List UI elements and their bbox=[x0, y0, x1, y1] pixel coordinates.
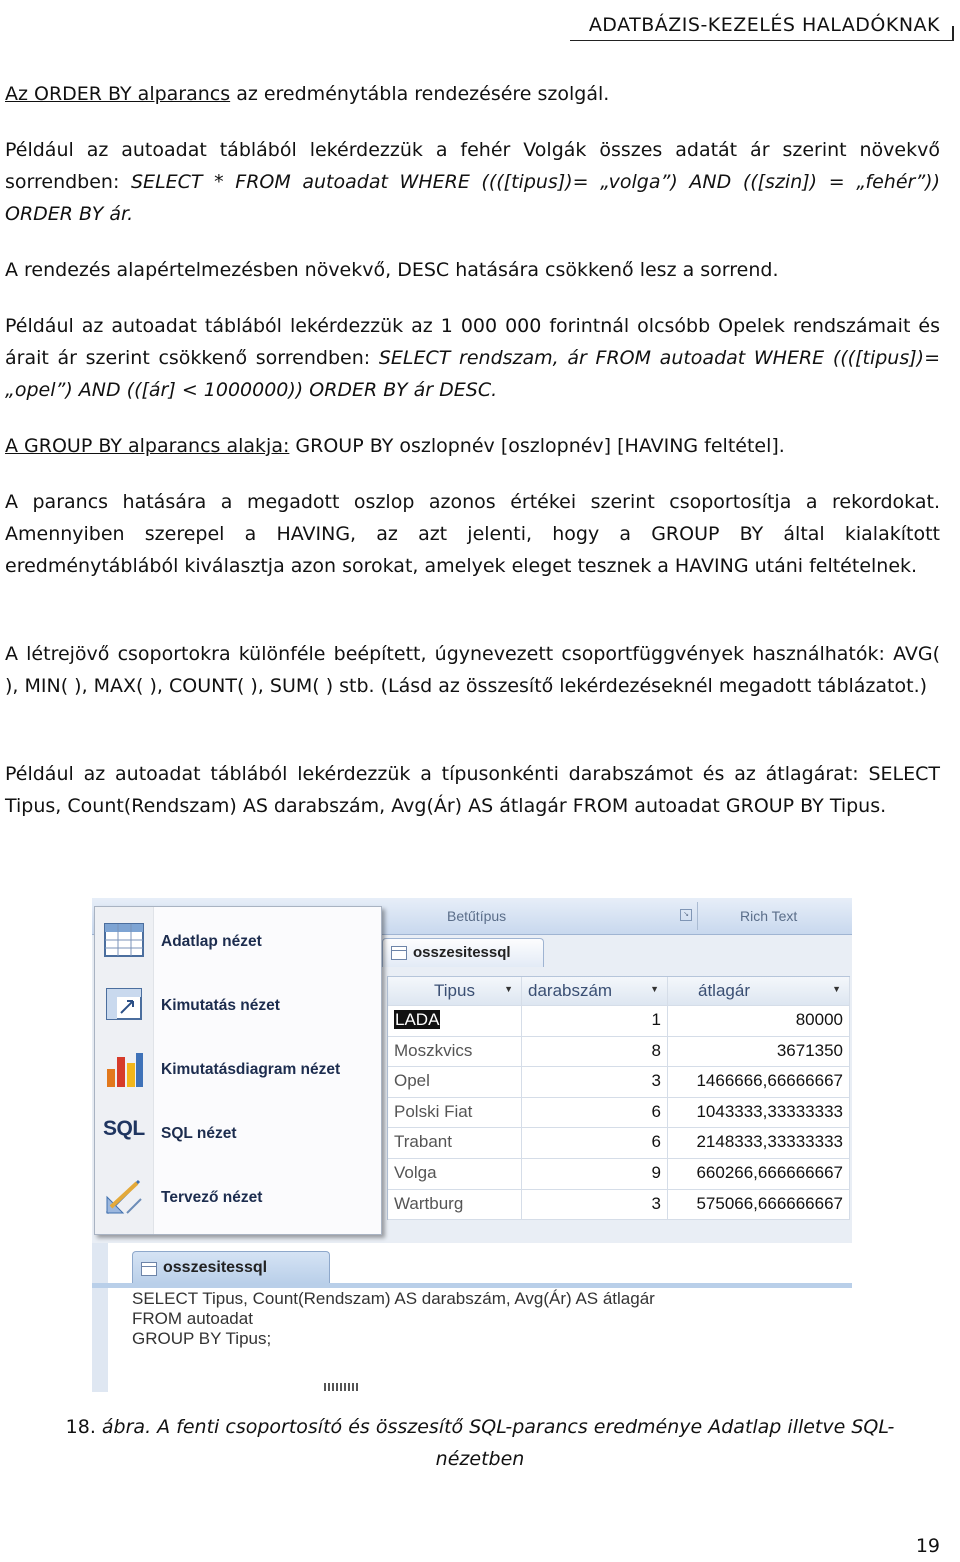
cell-atlagar[interactable]: 80000 bbox=[668, 1006, 850, 1036]
paragraph-example-2 bbox=[5, 310, 940, 406]
table-row[interactable] bbox=[388, 1006, 850, 1037]
dropdown-arrow-icon[interactable]: ▼ bbox=[832, 984, 841, 994]
cell-darabszam[interactable]: 6 bbox=[522, 1128, 668, 1158]
cell-atlagar[interactable]: 2148333,33333333 bbox=[668, 1128, 850, 1158]
datasheet-icon bbox=[103, 921, 145, 961]
table-row[interactable] bbox=[388, 1128, 850, 1159]
cell-atlagar[interactable]: 575066,666666667 bbox=[668, 1190, 850, 1220]
dropdown-arrow-icon[interactable]: ▼ bbox=[650, 984, 659, 994]
cell-tipus[interactable]: Trabant bbox=[388, 1128, 522, 1158]
sql-query-tab[interactable] bbox=[132, 1251, 330, 1284]
menu-item-pivot-chart-view[interactable] bbox=[95, 1039, 381, 1097]
cell-tipus[interactable]: Volga bbox=[388, 1159, 522, 1189]
menu-item-pivot-table-view[interactable] bbox=[95, 975, 381, 1033]
example-3-text: Például az autoadat táblából lekérdezzük a típusonkénti darabszámot és az átlagárat: SELECT Tipus, Count(Rendszam) AS darabszám, Avg(Ár) AS átlagár FROM autoadat GROUP BY Tipus. bbox=[5, 763, 940, 817]
sql-line: FROM autoadat bbox=[132, 1309, 253, 1328]
query-icon bbox=[391, 946, 407, 960]
table-row[interactable] bbox=[388, 1067, 850, 1098]
menu-item-label: Kimutatás nézet bbox=[161, 997, 280, 1014]
example-1-sql: SELECT * FROM autoadat WHERE ((([tipus])= „volga”) AND (([szin]) = „fehér”)) ORDER BY ár. bbox=[5, 171, 940, 225]
caption-number: 18. bbox=[65, 1416, 102, 1438]
cell-darabszam[interactable]: 8 bbox=[522, 1037, 668, 1067]
order-by-text: az eredménytábla rendezésére szolgál. bbox=[230, 83, 610, 105]
order-by-link-text: Az ORDER BY alparancs bbox=[5, 83, 231, 105]
caption-text: ábra. A fenti csoportosító és összesítő SQL-parancs eredménye Adatlap illetve SQL- bbox=[101, 1416, 895, 1438]
ribbon-separator bbox=[697, 902, 698, 930]
ribbon-rich-text: Rich Text bbox=[740, 908, 798, 924]
group-by-link-text: A GROUP BY alparancs alakja: bbox=[5, 435, 290, 457]
figure-screenshot bbox=[92, 898, 852, 1392]
example-2-text: Például az autoadat táblából lekérdezzük az 1 000 000 forintnál olcsóbb Opelek rendszámait és árait ár szerint csökkenő sorrendben: bbox=[5, 315, 940, 369]
aggregate-text: A létrejövő csoportokra különféle beépített, úgynevezett csoportfüggvények használhatók: AVG( ), MIN( ), MAX( ), COUNT( ), SUM( ) stb. (Lásd az összesítő lekérdezéseknél megadott táblázatot.) bbox=[5, 643, 940, 697]
table-row[interactable] bbox=[388, 1159, 850, 1190]
menu-item-design-view[interactable] bbox=[95, 1167, 381, 1225]
cell-tipus[interactable]: LADA bbox=[388, 1006, 522, 1036]
paragraph-group-by bbox=[5, 430, 940, 462]
cell-darabszam[interactable]: 6 bbox=[522, 1098, 668, 1128]
cell-darabszam[interactable]: 9 bbox=[522, 1159, 668, 1189]
table-row[interactable] bbox=[388, 1190, 850, 1221]
cell-darabszam[interactable]: 3 bbox=[522, 1067, 668, 1097]
table-row[interactable] bbox=[388, 1098, 850, 1129]
sql-line: GROUP BY Tipus; bbox=[132, 1329, 272, 1348]
cell-atlagar[interactable]: 1043333,33333333 bbox=[668, 1098, 850, 1128]
datasheet-grid bbox=[387, 976, 850, 1220]
menu-item-label: Adatlap nézet bbox=[161, 933, 262, 950]
view-menu bbox=[94, 906, 382, 1235]
menu-item-label: Tervező nézet bbox=[161, 1189, 263, 1206]
menu-item-datasheet-view[interactable] bbox=[95, 911, 381, 969]
cell-tipus[interactable]: Polski Fiat bbox=[388, 1098, 522, 1128]
column-header-darabszam[interactable]: darabszám ▼ bbox=[522, 977, 668, 1005]
menu-item-label: Kimutatásdiagram nézet bbox=[161, 1061, 341, 1078]
paragraph-desc bbox=[5, 254, 940, 286]
having-text: A parancs hatására a megadott oszlop azonos értékei szerint csoportosítja a rekordokat. Amennyiben szerepel a HAVING, az azt jelenti, hogy a GROUP BY által kialakított eredménytáblából kiválasztja azon sorokat, amelyek eleget tesznek a HAVING utáni feltételnek. bbox=[5, 491, 940, 577]
table-row[interactable] bbox=[388, 1037, 850, 1068]
query-tab[interactable] bbox=[382, 938, 544, 967]
cell-atlagar[interactable]: 660266,666666667 bbox=[668, 1159, 850, 1189]
column-header-atlagar[interactable]: átlagár ▼ bbox=[668, 977, 850, 1005]
scrollbar-thumb[interactable] bbox=[324, 1383, 360, 1391]
page-number: 19 bbox=[915, 1535, 940, 1557]
paragraph-example-1 bbox=[5, 134, 940, 230]
figure-caption-line2: nézetben bbox=[435, 1448, 525, 1470]
query-icon bbox=[141, 1262, 157, 1276]
header-title: ADATBÁZIS-KEZELÉS HALADÓKNAK bbox=[588, 14, 940, 36]
sql-line: SELECT Tipus, Count(Rendszam) AS darabszám, Avg(Ár) AS átlagár bbox=[132, 1289, 655, 1308]
tab-strip bbox=[92, 1283, 852, 1288]
design-view-icon bbox=[103, 1177, 145, 1217]
pivot-chart-icon bbox=[103, 1049, 145, 1089]
cell-atlagar[interactable]: 1466666,66666667 bbox=[668, 1067, 850, 1097]
sql-icon: SQL bbox=[103, 1117, 145, 1140]
sql-view-pane bbox=[92, 1243, 852, 1392]
paragraph-example-3 bbox=[5, 758, 940, 822]
column-header-tipus[interactable]: Tipus ▼ bbox=[388, 977, 522, 1005]
cell-tipus[interactable]: Opel bbox=[388, 1067, 522, 1097]
nav-pane-edge bbox=[92, 1243, 108, 1392]
figure-caption bbox=[0, 1411, 960, 1443]
dropdown-arrow-icon[interactable]: ▼ bbox=[504, 984, 513, 994]
group-by-text: GROUP BY oszlopnév [oszlopnév] [HAVING feltétel]. bbox=[289, 435, 785, 457]
example-1-text: Például az autoadat táblából lekérdezzük a fehér Volgák összes adatát ár szerint növekvő sorrendben: bbox=[5, 139, 940, 193]
cell-tipus[interactable]: Wartburg bbox=[388, 1190, 522, 1220]
header-rule bbox=[570, 40, 954, 41]
paragraph-order-by bbox=[5, 78, 940, 110]
sql-editor[interactable] bbox=[132, 1289, 655, 1349]
cell-tipus[interactable]: Moszkvics bbox=[388, 1037, 522, 1067]
paragraph-aggregate bbox=[5, 638, 940, 702]
sql-tab-label: osszesitessql bbox=[163, 1259, 268, 1276]
grid-header-row bbox=[388, 977, 850, 1006]
menu-item-label: SQL nézet bbox=[161, 1125, 237, 1142]
example-2-sql: SELECT rendszam, ár FROM autoadat WHERE ((([tipus])= „opel”) AND (([ár] < 1000000)) ORDER BY ár DESC. bbox=[5, 347, 940, 401]
paragraph-having bbox=[5, 486, 940, 582]
pivot-table-icon bbox=[103, 985, 145, 1025]
cell-darabszam[interactable]: 3 bbox=[522, 1190, 668, 1220]
desc-text: A rendezés alapértelmezésben növekvő, DESC hatására csökkenő lesz a sorrend. bbox=[5, 259, 779, 281]
dialog-launcher-icon[interactable]: ↘ bbox=[680, 909, 692, 921]
cell-darabszam[interactable]: 1 bbox=[522, 1006, 668, 1036]
ribbon-font-group: Betűtípus bbox=[447, 908, 507, 924]
query-tab-label: osszesitessql bbox=[413, 944, 511, 961]
cell-atlagar[interactable]: 3671350 bbox=[668, 1037, 850, 1067]
menu-item-sql-view[interactable] bbox=[95, 1103, 381, 1161]
